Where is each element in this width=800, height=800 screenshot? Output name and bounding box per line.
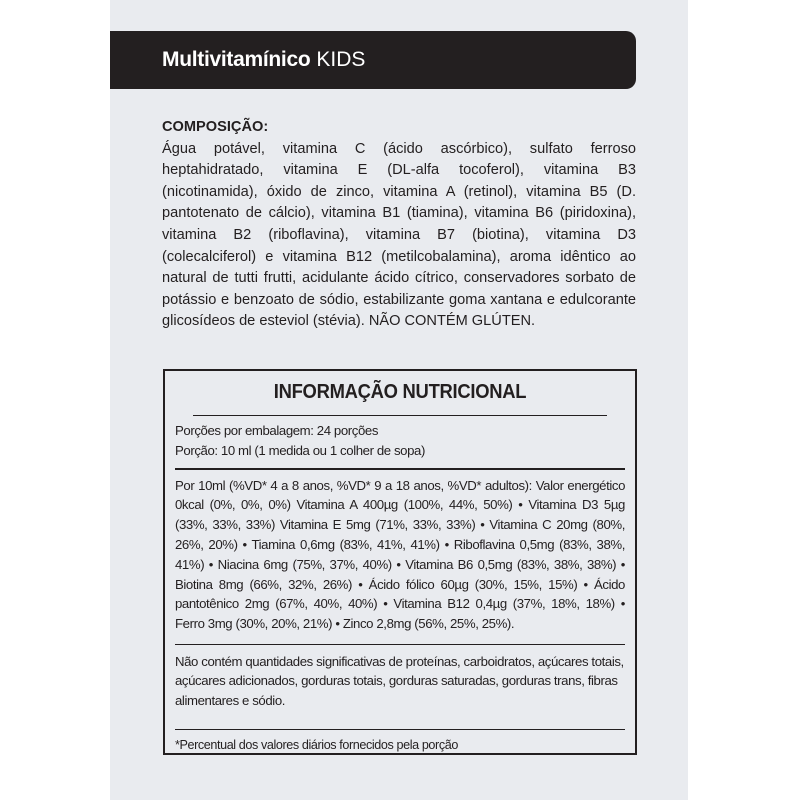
product-title-bar	[110, 31, 636, 89]
nutrient-values: Por 10ml (%VD* 4 a 8 anos, %VD* 9 a 18 anos, %VD* adultos): Valor energético 0kcal (0%, 0%, 0%) Vitamina A 400µg (100%, 44%, 50%) • Vitamina D3 5µg (33%, 33%, 33%) Vitamina E 5mg (71%, 33%, 33%) • Vitamina C 20mg (80%, 26%, 20%) • Tiamina 0,6mg (83%, 41%, 41%) • Riboflavina 0,5mg (83%, 38%, 41%) • Niacina 6mg (75%, 37%, 40%) • Vitamina B6 0,5mg (83%, 38%, 38%) • Biotina 8mg (66%, 32%, 26%) • Ácido fólico 60µg (30%, 15%, 15%) • Ácido pantotênico 2mg (67%, 40%, 40%) • Vitamina B12 0,4µg (37%, 18%, 18%) • Ferro 3mg (30%, 20%, 21%) • Zinco 2,8mg (56%, 25%, 25%).	[175, 470, 625, 645]
servings-per-package: Porções por embalagem: 24 porções	[175, 423, 379, 438]
nutrition-title: INFORMAÇÃO NUTRICIONAL	[193, 371, 607, 416]
servings-section	[175, 416, 625, 470]
daily-value-footnote: *Percentual dos valores diários fornecidos pela porção	[175, 737, 458, 752]
composition-heading: COMPOSIÇÃO:	[162, 119, 269, 135]
product-title-light: KIDS	[316, 48, 366, 71]
serving-size: Porção: 10 ml (1 medida ou 1 colher de sopa)	[175, 442, 425, 458]
nutrition-facts-table	[163, 369, 637, 755]
composition-section	[162, 117, 636, 333]
composition-text: Água potável, vitamina C (ácido ascórbico), sulfato ferroso heptahidratado, vitamina E (DL-alfa tocoferol), vitamina B3 (nicotinamida), óxido de zinco, vitamina A (retinol), vitamina B5 (D. pantotenato de cálcio), vitamina B1 (tiamina), vitamina B6 (piridoxina), vitamina B2 (riboflavina), vitamina B7 (biotina), vitamina D3 (colecalciferol) e vitamina B12 (metilcobalamina), aroma idêntico ao natural de tutti frutti, acidulante ácido cítrico, conservadores sorbato de potássio e benzoato de sódio, estabilizante goma xantana e edulcorante glicosídeos de esteviol (stévia). NÃO CONTÉM GLÚTEN.	[162, 140, 636, 330]
product-title-bold: Multivitamínico	[162, 48, 311, 71]
not-significant-notice: Não contém quantidades significativas de proteínas, carboidratos, açúcares totais, açúcares adicionados, gorduras totais, gorduras saturadas, gorduras trans, fibras alimentares e sódio.	[175, 645, 625, 730]
